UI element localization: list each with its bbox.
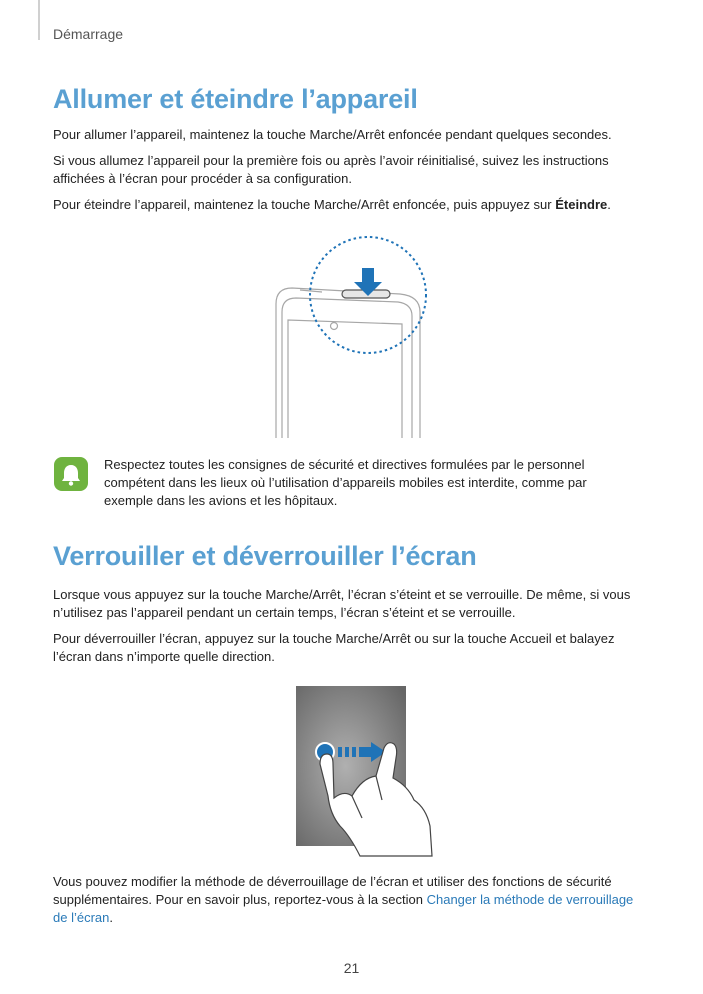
section-title-power: Allumer et éteindre l’appareil <box>53 84 418 114</box>
paragraph-power-off <box>53 196 653 214</box>
running-head: Démarrage <box>53 26 124 42</box>
paragraph-auto-lock: Lorsque vous appuyez sur la touche Marche/Arrêt, l’écran s’éteint et se verrouille. De même, si vous n’utilisez pas l’appareil pendant un certain temps, l’écran s’éteint et se verrouille. <box>53 587 631 620</box>
phone-outline <box>276 288 420 438</box>
lock-method-link[interactable]: Changer la méthode de verrouillage de l’écran <box>53 892 634 925</box>
power-off-period: . <box>607 197 611 212</box>
paragraph-security-options <box>53 873 648 927</box>
page-number: 21 <box>343 960 360 976</box>
paragraph-power-on: Pour allumer l’appareil, maintenez la touche Marche/Arrêt enfoncée pendant quelques secondes. <box>53 127 612 142</box>
swipe-unlock-illustration <box>296 686 436 858</box>
paragraph-first-setup: Si vous allumez l’appareil pour la première fois ou après l’avoir réinitialisé, suivez les instructions affichées à l’écran pour procéder à sa configuration. <box>53 153 609 186</box>
note-icon <box>54 457 88 491</box>
phone-power-illustration <box>270 232 440 442</box>
bell-icon <box>54 457 88 491</box>
section-title-lock: Verrouiller et déverrouiller l’écran <box>53 541 477 571</box>
paragraph-unlock: Pour déverrouiller l’écran, appuyez sur la touche Marche/Arrêt ou sur la touche Accueil et balayez l’écran dans n’importe quelle direction. <box>53 631 615 664</box>
power-off-text: Pour éteindre l’appareil, maintenez la touche Marche/Arrêt enfoncée, puis appuyez sur <box>53 197 556 212</box>
security-options-period: . <box>109 910 113 925</box>
header-rule <box>38 0 40 40</box>
safety-note: Respectez toutes les consignes de sécurité et directives formulées par le personnel compétent dans les lieux où l’utilisation d’appareils mobiles est interdite, comme par exemple dans les avions et les hôpitaux. <box>104 457 587 508</box>
power-off-option: Éteindre <box>555 197 608 212</box>
security-options-text: Vous pouvez modifier la méthode de déverrouillage de l’écran et utiliser des fonctions de sécurité supplémentaires. Pour en savoir plus, reportez-vous à la section <box>53 874 612 907</box>
